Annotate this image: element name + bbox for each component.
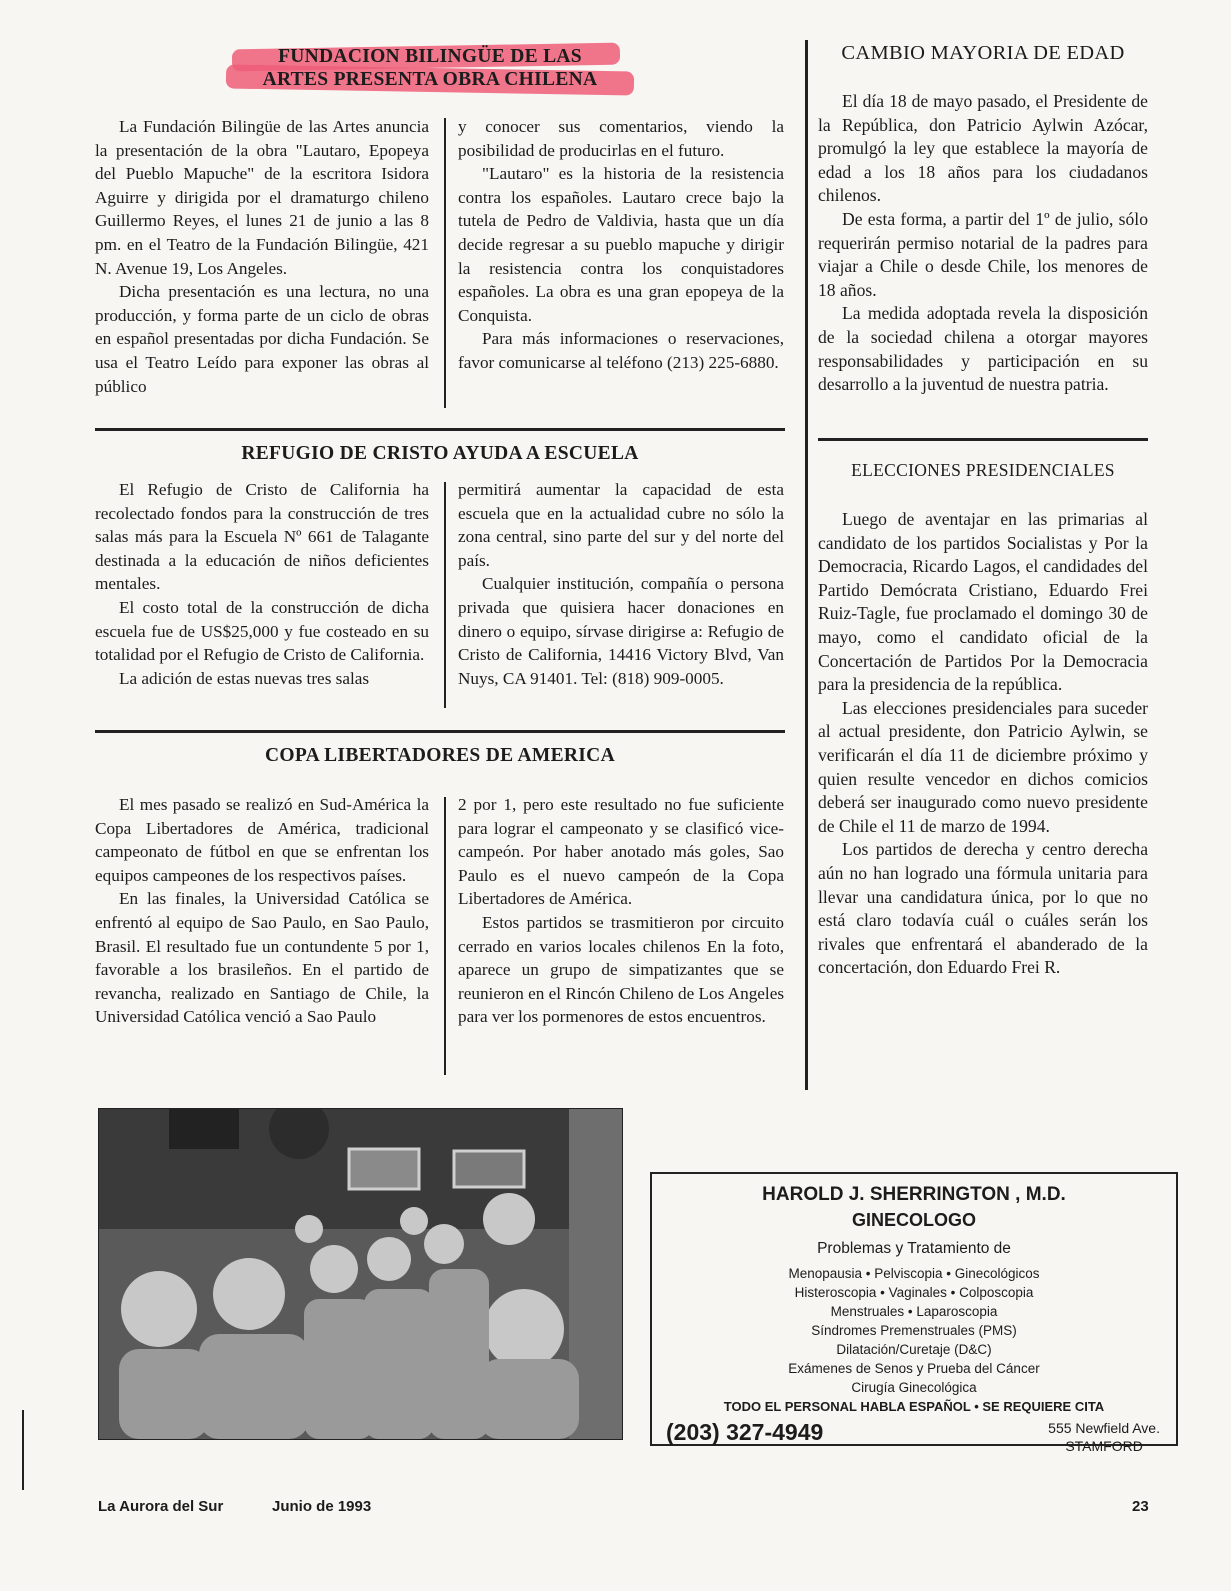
- article1-para: Para más informaciones o reservaciones, favor comunicarse al teléfono (213) 225-6880.: [458, 329, 784, 372]
- right-column-divider: [805, 40, 808, 1090]
- ad-notice: TODO EL PERSONAL HABLA ESPAÑOL • SE REQUIERE CITA: [723, 1399, 1105, 1414]
- section-rule: [95, 428, 785, 431]
- photo-image: [99, 1109, 622, 1439]
- section-rule: [818, 438, 1148, 441]
- doctor-advertisement: [650, 1172, 1178, 1454]
- footer-publication: La Aurora del Sur: [98, 1498, 224, 1515]
- article2-para: El costo total de la construcción de dicha escuela fue de US$25,000 y fue costeado en su totalidad por el Refugio de Cristo de California.: [95, 597, 429, 665]
- ad-service-line: Exámenes de Senos y Prueba del Cáncer: [788, 1361, 1040, 1376]
- article4-para: El día 18 de mayo pasado, el Presidente de la República, don Patricio Aylwin Azócar, promulgó la ley que establece la mayoría de edad a los 18 años para los ciudadanos chilenos.: [818, 91, 1148, 206]
- article2-col1: [95, 478, 429, 690]
- margin-mark: [22, 1410, 24, 1490]
- ad-doctor-name: HAROLD J. SHERRINGTON , M.D.: [762, 1184, 1066, 1205]
- article1-para: Dicha presentación es una lectura, no una producción, y forma parte de un ciclo de obras en español presentadas por dicha Fundación. Se usa el Teatro Leído para exponer las obras al público: [95, 282, 429, 396]
- article1-title-line2: ARTES PRESENTA OBRA CHILENA: [262, 69, 598, 90]
- ad-phone: (203) 327-4949: [666, 1419, 824, 1445]
- article4-title: CAMBIO MAYORIA DE EDAD: [841, 42, 1125, 64]
- ad-service-line: Síndromes Premenstruales (PMS): [811, 1323, 1017, 1338]
- ad-service-line: Dilatación/Curetaje (D&C): [836, 1342, 992, 1357]
- footer-page-number: 23: [1132, 1498, 1149, 1515]
- column-divider: [444, 797, 446, 1075]
- article4-para: De esta forma, a partir del 1º de julio, sólo requerirán permiso notarial de la padres para viajar a Chile o desde Chile, los menores de 18 años.: [818, 208, 1148, 300]
- ad-services: [652, 1264, 1176, 1397]
- ad-address-street: 555 Newfield Ave.: [1048, 1420, 1160, 1436]
- ad-service-line: Menopausia • Pelviscopia • Ginecológicos: [788, 1266, 1040, 1281]
- article5-para: Los partidos de derecha y centro derecha aún no han logrado una fórmula unitaria para llevar una candidatura única, por lo que no está claro todavía cuál o cuáles serán los rivales que enfrentará el abanderado de la concertación, don Eduardo Frei R.: [818, 839, 1148, 978]
- article2-para: La adición de estas nuevas tres salas: [119, 668, 370, 688]
- article1-col1: [95, 115, 429, 398]
- article5-para: Las elecciones presidenciales para suceder al actual presidente, don Patricio Aylwin, se verificarán el día 11 de diciembre próximo y quien resulte vencedor en dichos comicios deberá ser inaugurado como nuevo presidente de Chile el 11 de marzo de 1994.: [818, 697, 1148, 836]
- article1-para: "Lautaro" es la historia de la resistencia contra los españoles. Lautaro crece bajo la tutela de Pedro de Valdivia, hasta que un día decide regresar a su pueblo mapuche y dirigir la resistencia contra los conquistadores españoles. La obra es una gran epopeya de la Conquista.: [458, 164, 784, 325]
- ad-service-line: Cirugía Ginecológica: [851, 1380, 977, 1395]
- ad-specialty: GINECOLOGO: [851, 1210, 976, 1230]
- article4-body: [818, 90, 1148, 397]
- section-rule: [95, 730, 785, 733]
- ad-intro: Problemas y Tratamiento de: [817, 1240, 1011, 1257]
- article1-title-line1: FUNDACION BILINGÜE DE LAS: [278, 46, 582, 67]
- article5-body: [818, 508, 1148, 980]
- column-divider: [444, 482, 446, 708]
- footer-date: Junio de 1993: [272, 1498, 372, 1515]
- article3-para: 2 por 1, pero este resultado no fue suficiente para lograr el campeonato y se clasificó vice-campeón. Por haber anotado más goles, Sao Paulo es el nuevo campeón de la Copa Libertadores de América.: [458, 795, 784, 909]
- article2-para: permitirá aumentar la capacidad de esta escuela que en la actualidad cubre no sólo la zona central, sino parte del sur y del norte del país.: [458, 480, 784, 570]
- article5-para: Luego de aventajar en las primarias al candidato de los partidos Socialistas y Por la Democracia, Ricardo Lagos, el candidades del Partido Demócrata Cristiano, Eduardo Frei Ruiz-Tagle, fue proclamado el domingo 30 de mayo, como el candidato oficial de la Concertación de Partidos Por la Democracia para la presidencia de la república.: [818, 509, 1148, 695]
- article3-para: Estos partidos se trasmitieron por circuito cerrado en varios locales chilenos En la foto, aparece un grupo de simpatizantes que se reunieron en el Rincón Chileno de Los Angeles para ver los pormenores de estos encuentros.: [458, 912, 785, 1027]
- article2-para: Cualquier institución, compañía o persona privada que quisiera hacer donaciones en dinero o equipo, sírvase dirigirse a: Refugio de Cristo de California, 14416 Victory Blvd, Van Nuys, CA 91401. Tel: (818) 909-0005.: [458, 574, 784, 688]
- article3-para: El mes pasado se realizó en Sud-América la Copa Libertadores de América, tradicional campeonato de fútbol en que se enfrentan los equipos campeones de los respectivos países.: [95, 795, 429, 885]
- ad-service-line: Menstruales • Laparoscopia: [830, 1304, 998, 1319]
- ad-address: [1048, 1419, 1160, 1455]
- article2-para: El Refugio de Cristo de California ha recolectado fondos para la construcción de tres salas más para la Escuela Nº 661 de Talagante destinada a la educación de niños deficientes mentales.: [95, 480, 429, 594]
- article1-para: y conocer sus comentarios, viendo la posibilidad de producirlas en el futuro.: [458, 117, 784, 160]
- article3-title: COPA LIBERTADORES DE AMERICA: [265, 745, 615, 766]
- article4-para: La medida adoptada revela la disposición de la sociedad chilena a otorgar mayores responsabilidades y participación en su desarrollo a la juventud de nuestra patria.: [818, 303, 1148, 395]
- article3-para: En las finales, la Universidad Católica se enfrentó al equipo de Sao Paulo, en Sao Paulo, Brasil. El resultado fue un contundente 5 por 1, favorable a los brasileños. En el partido de revancha, realizado en Santiago de Chile, la Universidad Católica venció a Sao Paulo: [95, 889, 429, 1027]
- article3-col2: [458, 793, 784, 1029]
- article3-col1: [95, 793, 429, 1029]
- article1-col2: [458, 115, 784, 375]
- column-divider: [444, 118, 446, 408]
- article1-para: La Fundación Bilingüe de las Artes anuncia la presentación de la obra "Lautaro, Epopeya del Pueblo Mapuche" de la escritora Isidora Aguirre y dirigida por el dramaturgo chileno Guillermo Reyes, el lunes 21 de junio a las 8 pm. en el Teatro de la Fundación Bilingüe, 421 N. Avenue 19, Los Angeles.: [95, 117, 429, 278]
- article2-title: REFUGIO DE CRISTO AYUDA A ESCUELA: [241, 443, 639, 464]
- ad-service-line: Histeroscopia • Vaginales • Colposcopia: [794, 1285, 1034, 1300]
- article2-col2: [458, 478, 784, 690]
- article5-title: ELECCIONES PRESIDENCIALES: [851, 460, 1115, 480]
- ad-address-city: STAMFORD: [1065, 1438, 1143, 1454]
- audience-photo: [98, 1108, 623, 1440]
